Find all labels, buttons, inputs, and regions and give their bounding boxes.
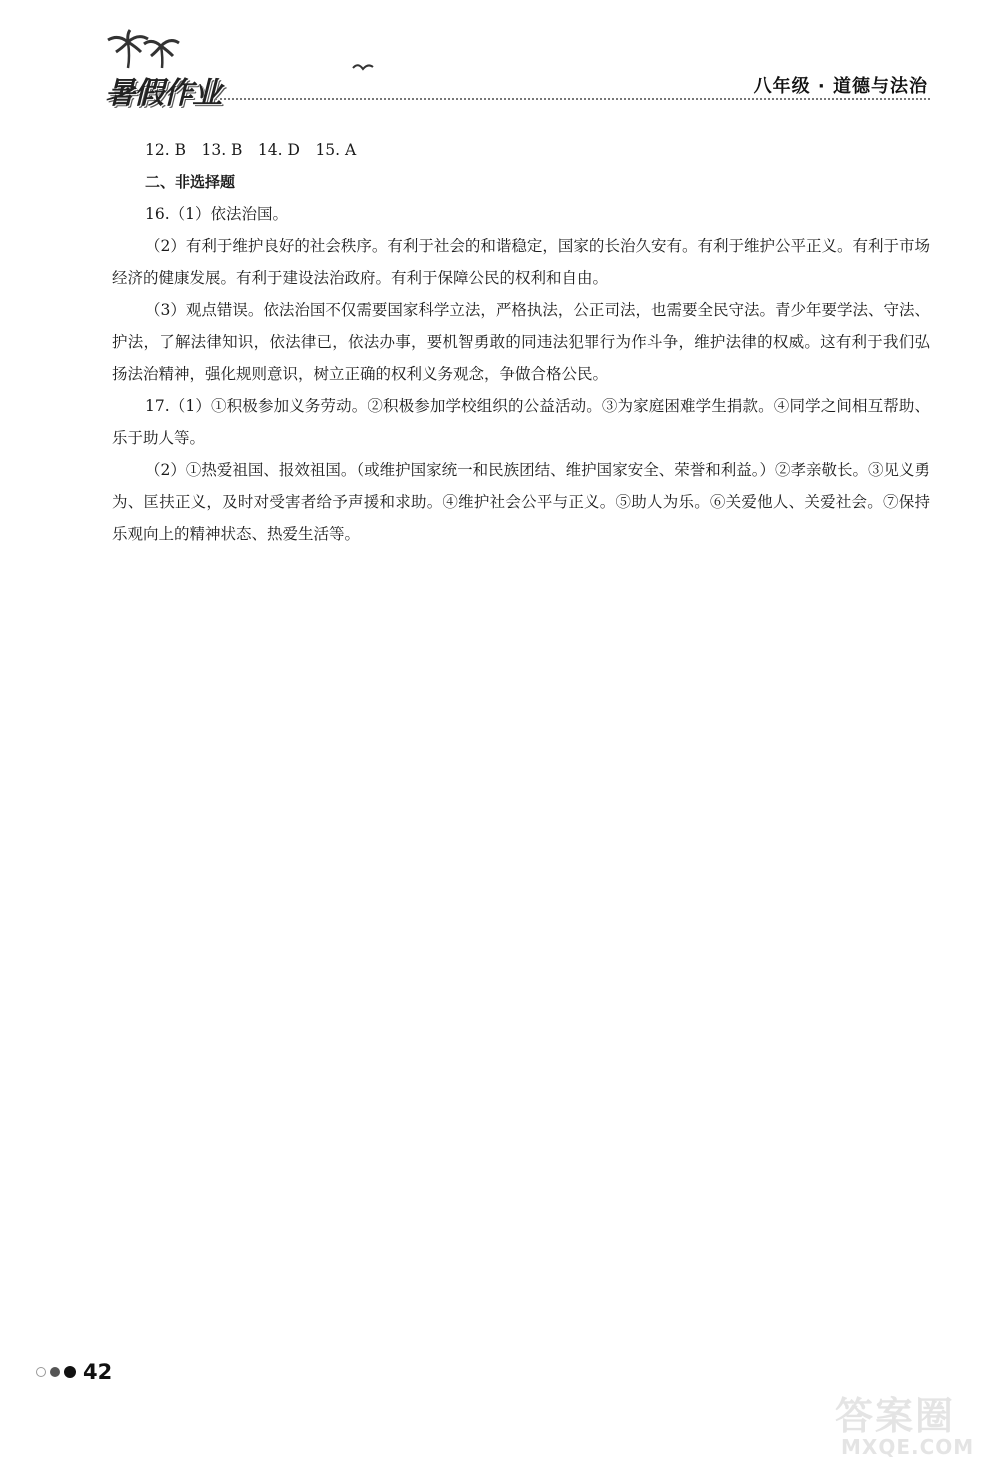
page-footer — [36, 1360, 112, 1384]
seagull-icon — [352, 62, 374, 74]
watermark-text-en: MXQE.COM — [841, 1435, 975, 1459]
page-number: 42 — [83, 1360, 113, 1384]
header-divider — [215, 98, 930, 100]
answer-line-16-1: 16.（1）依法治国。 — [145, 205, 289, 223]
watermark-text-cn: 答案圈 — [835, 1394, 956, 1438]
watermark — [835, 1385, 985, 1465]
page-header — [0, 0, 1000, 110]
answer-line-choice: 12. B 13. B 14. D 15. A — [145, 141, 357, 159]
dot-icon — [64, 1366, 76, 1378]
answer-line-16-2: （2）有利于维护良好的社会秩序。有利于社会的和谐稳定，国家的长治久安有。有利于维护公平正义。有利于市场经济的健康发展。有利于建设法治政府。有利于保障公民的权利和自由。 — [112, 237, 930, 287]
answer-line-16-3: （3）观点错误。依法治国不仅需要国家科学立法，严格执法，公正司法，也需要全民守法。青少年要学法、守法、护法，了解法律知识，依法律已，依法办事，要机智勇敢的同违法犯罪行为作斗争，维护法律的权威。这有利于我们弘扬法治精神，强化规则意识，树立正确的权利义务观念，争做合格公民。 — [112, 301, 930, 383]
page-header-title: 八年级 · 道德与法治 — [753, 76, 928, 97]
answer-content — [112, 134, 930, 550]
answer-line-17-1: 17.（1）①积极参加义务劳动。②积极参加学校组织的公益活动。③为家庭困难学生捐款。④同学之间相互帮助、乐于助人等。 — [112, 397, 930, 447]
logo-text: 暑假作业 — [105, 76, 221, 111]
dot-icon — [50, 1367, 60, 1377]
answer-line-17-2: （2）①热爱祖国、报效祖国。（或维护国家统一和民族团结、维护国家安全、荣誉和利益。）②孝亲敬长。③见义勇为、匡扶正义，及时对受害者给予声援和求助。④维护社会公平与正义。⑤助人为乐。⑥关爱他人、关爱社会。⑦保持乐观向上的精神状态、热爱生活等。 — [112, 461, 930, 543]
dot-icon — [36, 1367, 46, 1377]
section-heading: 二、非选择题 — [145, 173, 236, 191]
